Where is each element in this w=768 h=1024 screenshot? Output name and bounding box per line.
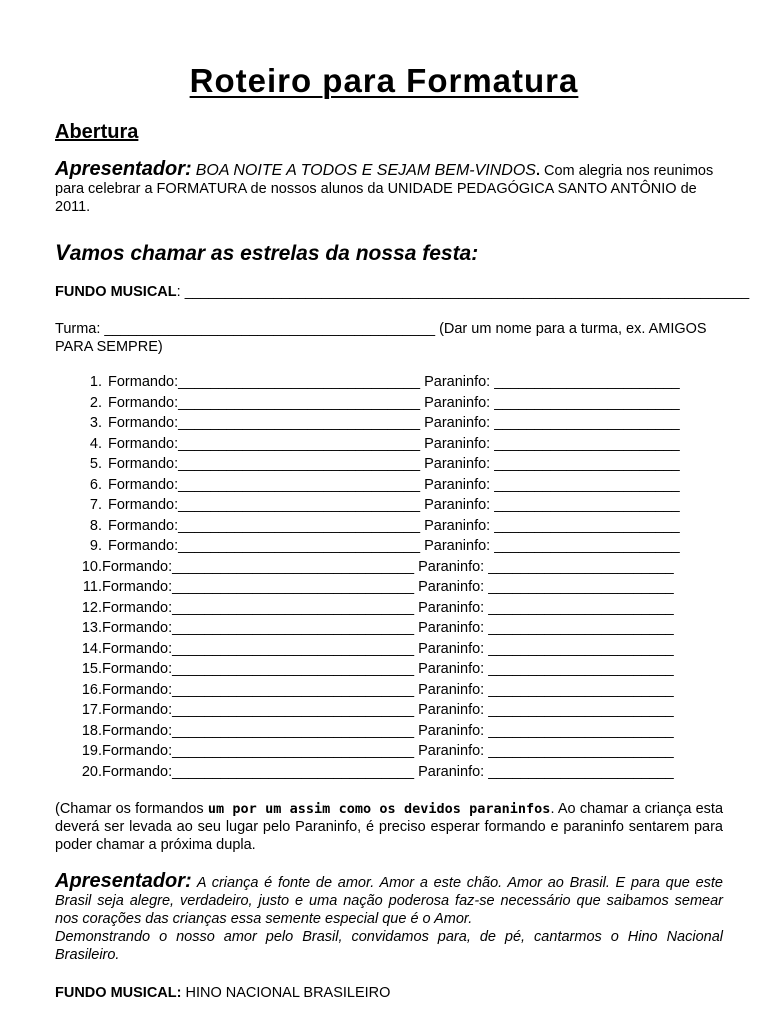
apresentador-text-1: A criança é fonte de amor. Amor a este chão. Amor ao Brasil. E para que este Brasil seja alegre, verdadeiro, justo e uma nação poderosa faz-se necessário que saibamos semear nos corações das crianças essa semente especial que é o Amor. <box>55 875 723 927</box>
row-number: 13. <box>81 620 102 636</box>
paraninfo-blank: _______________________ <box>494 538 680 554</box>
formando-blank: ______________________________ <box>172 681 415 698</box>
formando-row <box>72 741 722 762</box>
turma-line: Turma: _________________________________________ (Dar um nome para a turma, ex. AMIGOS PARA SEMPRE) <box>55 321 707 355</box>
formando-row <box>72 516 722 537</box>
formando-row <box>72 393 722 414</box>
paraninfo-label: Paraninfo: <box>414 558 489 575</box>
row-number: 8. <box>89 517 102 534</box>
formando-row <box>72 762 722 783</box>
row-number: 3. <box>89 415 102 431</box>
row-number: 6. <box>89 476 102 493</box>
formando-row <box>72 618 722 639</box>
formando-row <box>72 598 722 619</box>
apresentador-speaker: Apresentador: <box>55 870 192 892</box>
paraninfo-label: Paraninfo: <box>414 763 489 780</box>
formando-label: Formando: <box>102 620 173 636</box>
formando-row <box>72 372 722 393</box>
formando-label: Formando: <box>102 681 173 698</box>
formando-row <box>72 639 722 660</box>
apresentador-paragraph <box>55 872 723 964</box>
formando-blank: ______________________________ <box>172 620 415 636</box>
fundo-musical-hino-label: FUNDO MUSICAL: <box>55 985 182 1001</box>
paraninfo-blank: _______________________ <box>488 681 674 698</box>
paraninfo-blank: _______________________ <box>494 497 680 513</box>
formando-label: Formando: <box>108 435 179 452</box>
intro-paragraph <box>55 160 718 216</box>
chamar-before: (Chamar os formandos <box>55 801 208 817</box>
formando-blank: ______________________________ <box>172 743 415 759</box>
paraninfo-label: Paraninfo: <box>414 681 489 698</box>
row-number: 5. <box>89 456 102 472</box>
formando-row <box>72 577 722 598</box>
row-number: 16. <box>81 681 102 698</box>
row-number: 18. <box>81 722 102 739</box>
formando-label: Formando: <box>108 374 179 390</box>
formando-row <box>72 454 722 475</box>
formando-blank: ______________________________ <box>172 558 415 575</box>
row-number: 11. <box>82 579 102 595</box>
formando-blank: ______________________________ <box>178 538 421 554</box>
formando-row <box>72 536 722 557</box>
paraninfo-label: Paraninfo: <box>414 702 489 718</box>
paraninfo-blank: _______________________ <box>488 722 674 739</box>
fundo-musical-hino <box>55 985 390 1001</box>
formando-label: Formando: <box>108 415 179 431</box>
subtitle-first-letter: V <box>55 240 70 265</box>
paraninfo-label: Paraninfo: <box>420 435 495 452</box>
formando-blank: ______________________________ <box>178 394 421 411</box>
formando-row <box>72 434 722 455</box>
paraninfo-label: Paraninfo: <box>420 517 495 534</box>
paraninfo-blank: _______________________ <box>494 374 680 390</box>
paraninfo-label: Paraninfo: <box>414 743 489 759</box>
formando-row <box>72 700 722 721</box>
formando-label: Formando: <box>102 640 173 657</box>
formando-row <box>72 557 722 578</box>
row-number: 10. <box>81 558 102 575</box>
paraninfo-blank: _______________________ <box>494 517 680 534</box>
paraninfo-blank: _______________________ <box>488 620 674 636</box>
row-number: 12. <box>81 599 102 616</box>
formando-blank: ______________________________ <box>178 476 421 493</box>
paraninfo-label: Paraninfo: <box>420 476 495 493</box>
formando-row <box>72 721 722 742</box>
formando-label: Formando: <box>102 743 173 759</box>
page-title <box>0 62 768 100</box>
formando-blank: ______________________________ <box>172 661 415 677</box>
paraninfo-blank: _______________________ <box>488 558 674 575</box>
paraninfo-blank: _______________________ <box>494 476 680 493</box>
paraninfo-label: Paraninfo: <box>414 640 489 657</box>
formando-label: Formando: <box>102 702 173 718</box>
formando-label: Formando: <box>108 517 179 534</box>
formando-blank: ______________________________ <box>178 456 421 472</box>
row-number: 2. <box>89 394 102 411</box>
paraninfo-blank: _______________________ <box>488 579 674 595</box>
paraninfo-label: Paraninfo: <box>414 599 489 616</box>
paraninfo-label: Paraninfo: <box>414 722 489 739</box>
formando-blank: ______________________________ <box>178 497 421 513</box>
paraninfo-blank: _______________________ <box>488 702 674 718</box>
paraninfo-blank: _______________________ <box>488 743 674 759</box>
paraninfo-label: Paraninfo: <box>420 394 495 411</box>
fundo-musical-line <box>55 284 749 300</box>
intro-speaker: Apresentador: <box>55 158 192 180</box>
fundo-musical-label: FUNDO MUSICAL <box>55 284 177 300</box>
chamar-paragraph <box>55 800 723 854</box>
row-number: 1. <box>89 374 102 390</box>
formando-label: Formando: <box>108 476 179 493</box>
paraninfo-blank: _______________________ <box>494 394 680 411</box>
paraninfo-label: Paraninfo: <box>420 538 495 554</box>
row-number: 9. <box>89 538 102 554</box>
formando-blank: ______________________________ <box>178 374 421 390</box>
formando-label: Formando: <box>102 722 173 739</box>
paraninfo-label: Paraninfo: <box>414 620 489 636</box>
section-subtitle <box>55 240 478 266</box>
paraninfo-label: Paraninfo: <box>420 374 495 390</box>
formando-blank: ______________________________ <box>172 722 415 739</box>
formando-label: Formando: <box>108 538 179 554</box>
formando-blank: ______________________________ <box>178 517 421 534</box>
paraninfo-blank: _______________________ <box>488 640 674 657</box>
formando-row <box>72 659 722 680</box>
apresentador-text-2: Demonstrando o nosso amor pelo Brasil, convidamos para, de pé, cantarmos o Hino Nacional Brasileiro. <box>55 929 723 963</box>
formando-blank: ______________________________ <box>172 579 415 595</box>
paraninfo-blank: _______________________ <box>494 435 680 452</box>
formando-label: Formando: <box>102 661 173 677</box>
paraninfo-label: Paraninfo: <box>420 497 495 513</box>
paraninfo-label: Paraninfo: <box>420 456 495 472</box>
formando-row <box>72 680 722 701</box>
row-number: 20. <box>81 763 102 780</box>
row-number: 4. <box>89 435 102 452</box>
formando-blank: ______________________________ <box>178 415 421 431</box>
formando-blank: ______________________________ <box>172 640 415 657</box>
subtitle-rest: amos chamar as estrelas da nossa festa: <box>69 242 479 265</box>
intro-dot: . <box>535 163 540 179</box>
formando-list <box>72 372 722 782</box>
intro-text: Com alegria nos reunimos para celebrar a FORMATURA de nossos alunos da UNIDADE PEDAGÓGICA SANTO ANTÔNIO de 2011. <box>55 163 714 215</box>
chamar-bold: um por um assim como os devidos paraninfos <box>207 801 551 817</box>
formando-row <box>72 475 722 496</box>
formando-blank: ______________________________ <box>172 702 415 718</box>
paraninfo-blank: _______________________ <box>488 763 674 780</box>
formando-label: Formando: <box>108 497 179 513</box>
chamar-after: . Ao chamar a criança esta deverá ser levada ao seu lugar pelo Paraninfo, é preciso esperar formando e paraninfo sentarem para poder chamar a próxima dupla. <box>55 801 724 853</box>
row-number: 7. <box>89 497 102 513</box>
paraninfo-blank: _______________________ <box>494 456 680 472</box>
formando-row <box>72 413 722 434</box>
row-number: 17. <box>81 702 102 718</box>
section-heading-abertura: Abertura <box>55 121 139 143</box>
paraninfo-label: Paraninfo: <box>414 579 489 595</box>
formando-blank: ______________________________ <box>172 763 415 780</box>
fundo-musical-hino-value: HINO NACIONAL BRASILEIRO <box>181 985 391 1001</box>
paraninfo-blank: _______________________ <box>488 599 674 616</box>
formando-blank: ______________________________ <box>172 599 415 616</box>
formando-label: Formando: <box>102 579 173 595</box>
title-text: Roteiro para Formatura <box>189 62 579 99</box>
paraninfo-blank: _______________________ <box>488 661 674 677</box>
formando-label: Formando: <box>102 558 173 575</box>
formando-label: Formando: <box>108 394 179 411</box>
formando-row <box>72 495 722 516</box>
paraninfo-blank: _______________________ <box>494 415 680 431</box>
fundo-musical-blank: : ______________________________________________________________________ <box>176 284 750 300</box>
intro-greeting: BOA NOITE A TODOS E SEJAM BEM-VINDOS <box>195 162 536 179</box>
paraninfo-label: Paraninfo: <box>420 415 495 431</box>
formando-label: Formando: <box>102 763 173 780</box>
formando-label: Formando: <box>108 456 179 472</box>
paraninfo-label: Paraninfo: <box>414 661 489 677</box>
formando-blank: ______________________________ <box>178 435 421 452</box>
row-number: 14. <box>81 640 102 657</box>
row-number: 19. <box>81 743 102 759</box>
row-number: 15. <box>81 661 102 677</box>
formando-label: Formando: <box>102 599 173 616</box>
